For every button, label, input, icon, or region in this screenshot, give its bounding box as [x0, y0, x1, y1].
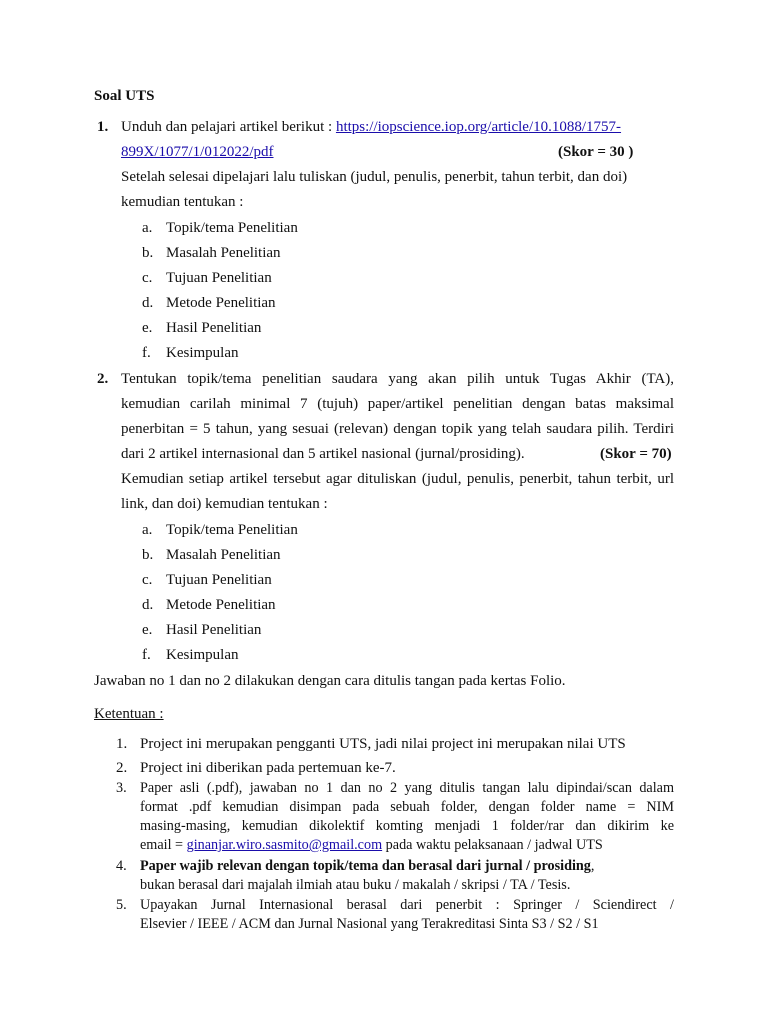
q2-item-text: Topik/tema Penelitian [166, 522, 298, 538]
q2-number: 2. [97, 371, 109, 387]
rule-4-emphasis: Paper wajib relevan dengan topik/tema dan berasal dari jurnal / prosiding [140, 858, 591, 874]
rule-number: 2. [116, 760, 128, 776]
q2-item-letter: c. [142, 572, 153, 588]
q1-item-letter: a. [142, 220, 153, 236]
q2-line-3: penerbitan = 5 tahun, yang sesuai (relevan) dengan topik yang telah saudara pilih. Terdiri [121, 421, 674, 437]
q1-item-letter: f. [142, 345, 151, 361]
q1-line-3: Setelah selesai dipelajari lalu tuliskan (judul, penulis, penerbit, tahun terbit, dan doi) [121, 169, 628, 185]
page-title: Soal UTS [94, 88, 155, 104]
q1-item-text: Metode Penelitian [166, 295, 276, 311]
rule-3-line-3: masing-masing, kemudian dikolektif komting menjadi 1 folder/rar dan dikirim ke [140, 818, 674, 834]
q1-item-text: Hasil Penelitian [166, 320, 262, 336]
q2-line-4: dari 2 artikel internasional dan 5 artikel nasional (jurnal/prosiding). [121, 446, 525, 462]
rule-4-comma: , [590, 858, 595, 874]
q1-item-letter: c. [142, 270, 153, 286]
q1-line-4: kemudian tentukan : [121, 194, 244, 210]
q1-item-text: Topik/tema Penelitian [166, 220, 298, 236]
q2-line-6: link, dan doi) kemudian tentukan : [121, 496, 328, 512]
q2-item-text: Tujuan Penelitian [166, 572, 272, 588]
rule-3-line-4-suffix: pada waktu pelaksanaan / jadwal UTS [382, 837, 603, 853]
q2-item-letter: a. [142, 522, 153, 538]
q1-item-letter: b. [142, 245, 154, 261]
q1-number: 1. [97, 119, 109, 135]
q2-score: (Skor = 70) [600, 446, 672, 462]
rule-1-text: Project ini merupakan pengganti UTS, jadi nilai project ini merupakan nilai UTS [140, 736, 626, 752]
rule-5-line-2: Elsevier / IEEE / ACM dan Jurnal Nasional yang Terakreditasi Sinta S3 / S2 / S1 [140, 916, 599, 932]
rule-4-line-1 [140, 858, 594, 875]
q2-item-text: Metode Penelitian [166, 597, 276, 613]
q1-line-1 [121, 115, 621, 140]
rule-2-text: Project ini diberikan pada pertemuan ke-7. [140, 760, 396, 776]
q2-item-letter: b. [142, 547, 154, 563]
q2-item-letter: d. [142, 597, 154, 613]
rule-number: 5. [116, 897, 127, 913]
q1-article-link-cont[interactable]: 899X/1077/1/012022/pdf [121, 144, 274, 160]
rule-4-line-2: bukan berasal dari majalah ilmiah atau buku / makalah / skripsi / TA / Tesis. [140, 877, 571, 893]
rule-5-line-1: Upayakan Jurnal Internasional berasal dari penerbit : Springer / Sciendirect / [140, 897, 674, 913]
rules-heading: Ketentuan : [94, 706, 164, 722]
q2-item-text: Hasil Penelitian [166, 622, 262, 638]
q2-line-1: Tentukan topik/tema penelitian saudara yang akan pilih untuk Tugas Akhir (TA), [121, 371, 674, 387]
rule-number: 3. [116, 780, 127, 796]
q2-line-5: Kemudian setiap artikel tersebut agar dituliskan (judul, penulis, penerbit, tahun terbit, url [121, 471, 674, 487]
q1-intro-text: Unduh dan pelajari artikel berikut : [121, 119, 336, 135]
q1-item-letter: d. [142, 295, 154, 311]
q1-item-text: Tujuan Penelitian [166, 270, 272, 286]
rule-3-line-4 [140, 837, 603, 854]
rule-3-email-label: email = [140, 837, 187, 853]
rule-3-line-1: Paper asli (.pdf), jawaban no 1 dan no 2 yang ditulis tangan lalu dipindai/scan dalam [140, 780, 674, 796]
q2-item-text: Masalah Penelitian [166, 547, 281, 563]
q1-item-text: Masalah Penelitian [166, 245, 281, 261]
q1-item-letter: e. [142, 320, 153, 336]
rule-number: 1. [116, 736, 128, 752]
q2-line-2: kemudian carilah minimal 7 (tujuh) paper/artikel penelitian dengan batas maksimal [121, 396, 674, 412]
q2-item-letter: e. [142, 622, 153, 638]
answer-note: Jawaban no 1 dan no 2 dilakukan dengan cara ditulis tangan pada kertas Folio. [94, 673, 566, 689]
q2-item-letter: f. [142, 647, 151, 663]
rule-3-line-2: format .pdf kemudian disimpan pada sebuah folder, dengan folder name = NIM [140, 799, 674, 815]
q1-article-link[interactable]: https://iopscience.iop.org/article/10.1088/1757- [335, 119, 622, 135]
rule-number: 4. [116, 858, 127, 874]
q2-item-text: Kesimpulan [166, 647, 239, 663]
contact-email-link[interactable]: ginanjar.wiro.sasmito@gmail.com [186, 837, 383, 853]
q1-score: (Skor = 30 ) [558, 144, 634, 160]
q1-item-text: Kesimpulan [166, 345, 239, 361]
